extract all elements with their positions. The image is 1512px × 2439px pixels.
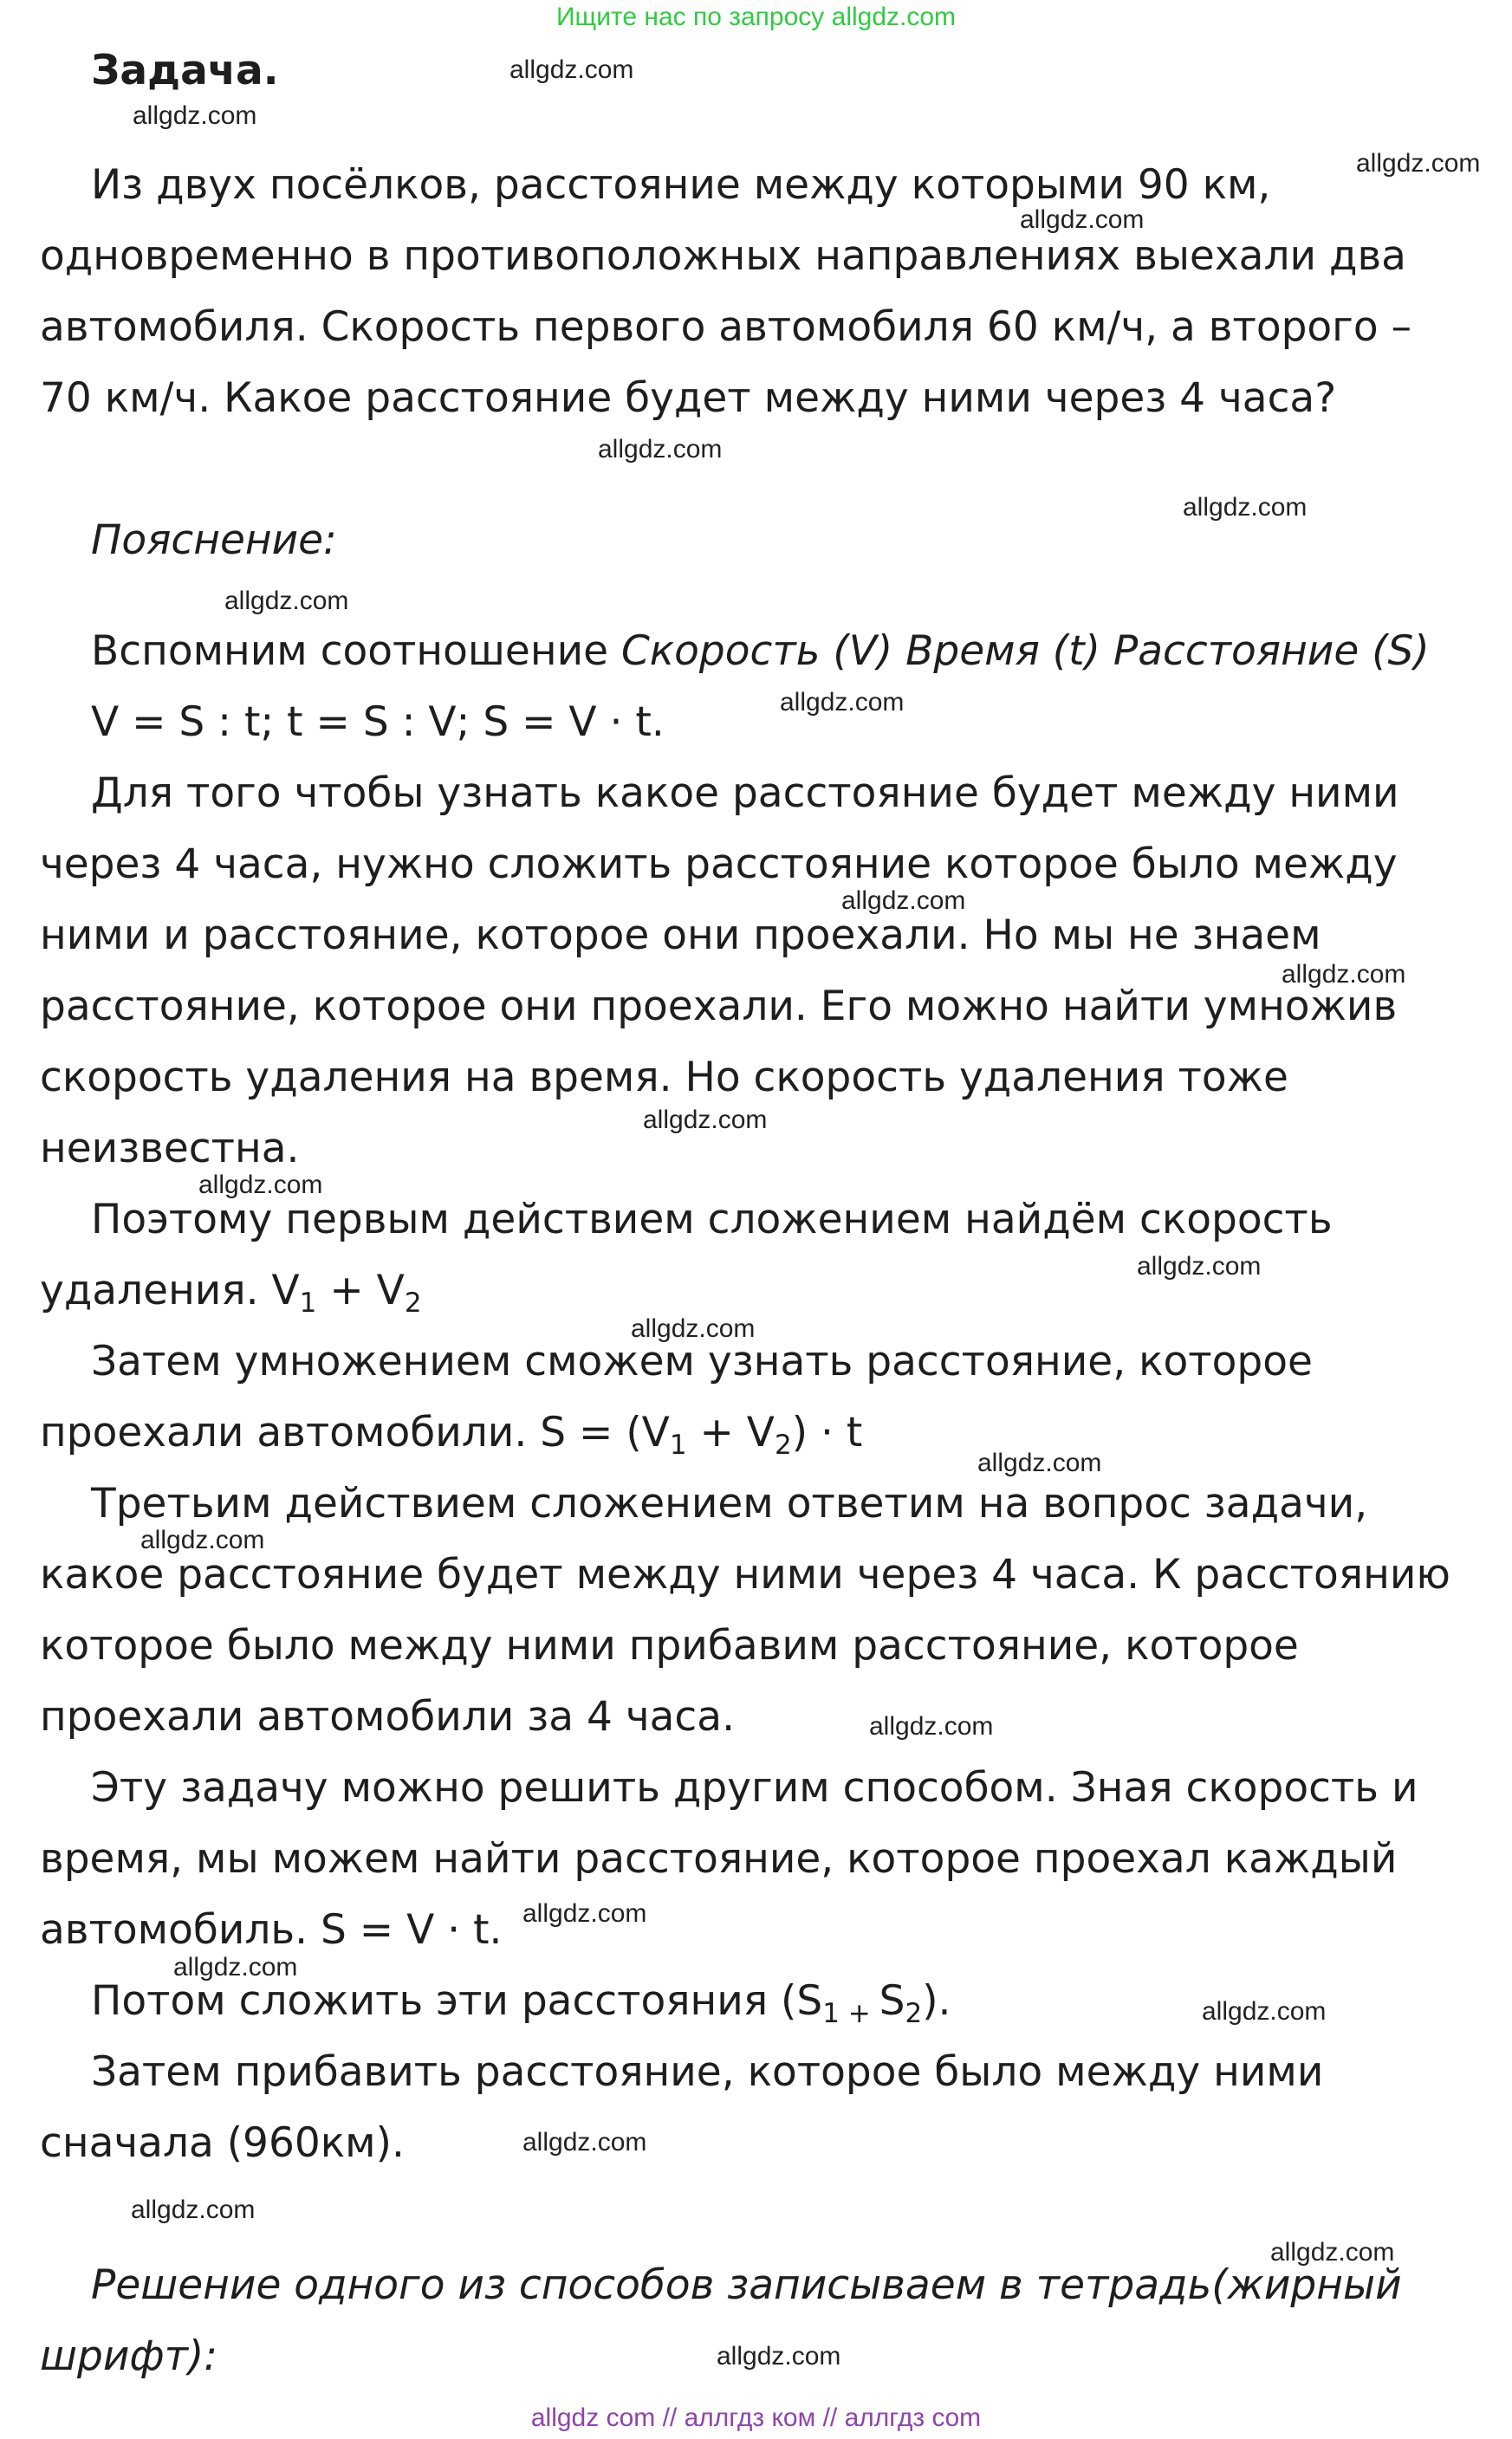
relation-line [91,626,1430,678]
para6-line [91,1975,951,2027]
watermark: allgdz.com [1183,493,1308,522]
watermark: allgdz.com [841,886,966,915]
subscript: 2 [404,1288,422,1319]
para3-plus: + V [686,1409,775,1456]
para3-text: проехали автомобили. S = (V [40,1409,670,1456]
watermark: allgdz.com [509,55,634,84]
watermark: allgdz.com [1202,1997,1327,2026]
para3-line: Затем умножением сможем узнать расстояние, которое [91,1338,1313,1385]
relation-lead: Вспомним соотношение [91,627,621,675]
para6-s: S [879,1977,905,2025]
watermark: allgdz.com [598,435,723,464]
para6-close: ). [922,1977,951,2025]
para1-line: расстояние, которое они проехали. Его можно найти умножив [40,983,1398,1030]
para2-formula-line [40,1265,422,1317]
watermark: allgdz.com [643,1106,768,1134]
task-line: 70 км/ч. Какое расстояние будет между ними через 4 часа? [40,374,1337,422]
solution-line: Решение одного из способов записываем в тетрадь(жирный [91,2261,1402,2309]
solution-line: шрифт): [40,2332,218,2380]
para3-formula-line [40,1407,862,1459]
para2-plus: + V [316,1267,405,1314]
para1-line: ними и расстояние, которое они проехали. Но мы не знаем [40,911,1321,959]
watermark: allgdz.com [631,1314,756,1343]
explanation-heading: Пояснение: [91,516,337,564]
para1-line: скорость удаления на время. Но скорость удаления тоже [40,1054,1288,1101]
para3-end: ) · t [791,1409,863,1456]
watermark: allgdz.com [869,1712,994,1741]
subscript: 1 [822,1998,840,2029]
watermark: allgdz.com [1282,960,1406,989]
watermark: allgdz.com [1270,2238,1395,2267]
task-line: одновременно в противоположных направлениях выехали два [40,232,1406,280]
watermark: allgdz.com [1356,149,1481,178]
para6-text: Потом сложить эти расстояния (S [91,1977,823,2025]
para1-line: неизвестна. [40,1125,300,1172]
task-line: автомобиля. Скорость первого автомобиля 60 км/ч, а второго – [40,303,1412,351]
watermark: allgdz.com [133,101,257,130]
relation-terms: Скорость (V) Время (t) Расстояние (S) [620,627,1430,675]
watermark: allgdz.com [977,1449,1102,1477]
watermark: allgdz.com [522,2128,647,2157]
formulas: V = S : t; t = S : V; S = V · t. [91,698,665,746]
watermark: allgdz.com [131,2196,256,2224]
watermark: allgdz.com [224,587,349,615]
task-line: Из двух посёлков, расстояние между которыми 90 км, [91,161,1271,209]
watermark: allgdz.com [198,1171,323,1199]
subscript: 2 [774,1430,792,1461]
para1-line: через 4 часа, нужно сложить расстояние которое было между [40,840,1398,888]
para1-line: Для того чтобы узнать какое расстояние будет между ними [91,769,1399,817]
subscript: 1 [299,1288,317,1319]
task-title: Задача. [91,47,279,94]
watermark: allgdz.com [1137,1252,1262,1281]
para2-text: удаления. V [40,1267,300,1314]
subscript-plus: + [839,1998,879,2029]
para4-line: какое расстояние будет между ними через 4 часа. К расстоянию [40,1551,1450,1599]
watermark: allgdz.com [522,1899,647,1928]
watermark: allgdz.com [140,1526,265,1554]
para4-line: Третьим действием сложением ответим на вопрос задачи, [91,1480,1368,1528]
subscript: 1 [669,1430,687,1461]
para5-line: автомобиль. S = V · t. [40,1906,503,1954]
para7-line: Затем прибавить расстояние, которое было между ними [91,2048,1324,2096]
para5-line: Эту задачу можно решить другим способом. Зная скорость и [91,1764,1418,1812]
watermark: allgdz.com [717,2342,841,2371]
para5-line: время, мы можем найти расстояние, которое проехал каждый [40,1835,1398,1883]
header-banner[interactable]: Ищите нас по запросу allgdz.com [555,3,957,31]
para2-line: Поэтому первым действием сложением найдём скорость [91,1196,1333,1243]
watermark: allgdz.com [173,1953,298,1982]
watermark: allgdz.com [780,688,905,717]
footer-links[interactable]: allgdz com // аллгдз ком // аллгдз com [530,2403,982,2432]
para4-line: проехали автомобили за 4 часа. [40,1693,736,1741]
watermark: allgdz.com [1020,205,1145,234]
subscript: 2 [905,1998,923,2029]
para7-line: сначала (960км). [40,2119,405,2167]
para4-line: которое было между ними прибавим расстояние, которое [40,1622,1299,1670]
